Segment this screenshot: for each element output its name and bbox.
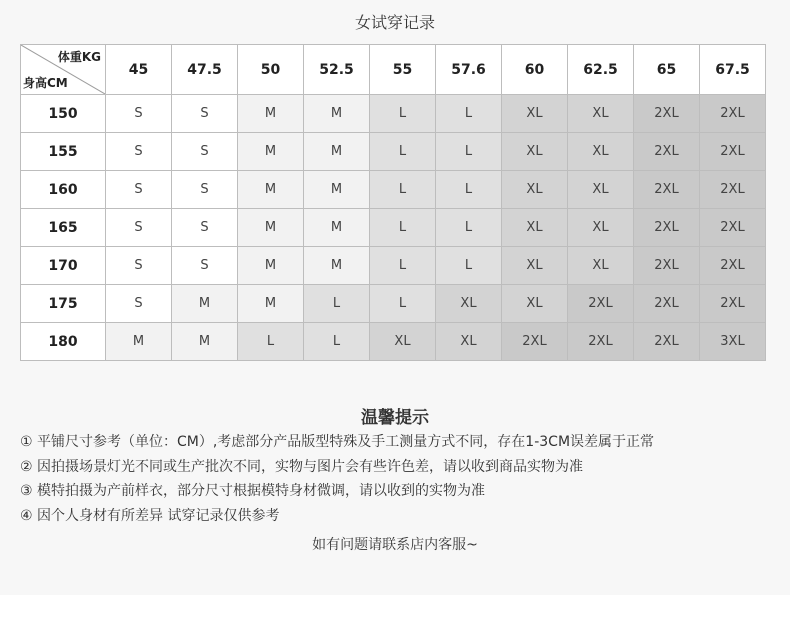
size-cell: S bbox=[172, 171, 238, 209]
size-cell: XL bbox=[568, 209, 634, 247]
size-cell: M bbox=[238, 95, 304, 133]
size-cell: 2XL bbox=[634, 323, 700, 361]
size-cell: S bbox=[172, 247, 238, 285]
size-cell: L bbox=[436, 209, 502, 247]
weight-header-cell: 52.5 bbox=[304, 45, 370, 95]
size-cell: S bbox=[106, 209, 172, 247]
tip-item: ④ 因个人身材有所差异 试穿记录仅供参考 bbox=[20, 507, 280, 524]
size-cell: L bbox=[370, 247, 436, 285]
table-row bbox=[21, 95, 766, 133]
height-cell: 180 bbox=[21, 323, 106, 361]
weight-header-cell: 60 bbox=[502, 45, 568, 95]
size-cell: 2XL bbox=[700, 285, 766, 323]
size-cell: M bbox=[172, 285, 238, 323]
size-cell: XL bbox=[568, 171, 634, 209]
table-row bbox=[21, 323, 766, 361]
table-row bbox=[21, 285, 766, 323]
table-row bbox=[21, 247, 766, 285]
size-cell: 2XL bbox=[634, 171, 700, 209]
size-cell: XL bbox=[568, 95, 634, 133]
size-cell: L bbox=[436, 95, 502, 133]
bottom-band bbox=[0, 595, 790, 644]
size-cell: 2XL bbox=[502, 323, 568, 361]
tip-item: ③ 模特拍摄为产前样衣，部分尺寸根据模特身材微调，请以收到的实物为准 bbox=[20, 483, 485, 499]
size-cell: XL bbox=[502, 209, 568, 247]
size-cell: 2XL bbox=[568, 285, 634, 323]
weight-header-cell: 57.6 bbox=[436, 45, 502, 95]
weight-header-cell: 67.5 bbox=[700, 45, 766, 95]
size-cell: XL bbox=[502, 285, 568, 323]
size-cell: S bbox=[172, 95, 238, 133]
size-cell: XL bbox=[502, 171, 568, 209]
size-chart-body bbox=[21, 95, 766, 361]
weight-header-cell: 62.5 bbox=[568, 45, 634, 95]
height-cell: 165 bbox=[21, 209, 106, 247]
weight-header-cell: 65 bbox=[634, 45, 700, 95]
size-cell: M bbox=[304, 95, 370, 133]
size-cell: XL bbox=[502, 247, 568, 285]
size-chart-table bbox=[20, 44, 766, 361]
height-cell: 160 bbox=[21, 171, 106, 209]
page-title: 女试穿记录 bbox=[354, 13, 435, 32]
size-cell: L bbox=[370, 209, 436, 247]
table-row bbox=[21, 209, 766, 247]
size-cell: L bbox=[436, 247, 502, 285]
size-cell: M bbox=[304, 209, 370, 247]
weight-header-row bbox=[21, 45, 766, 95]
height-cell: 155 bbox=[21, 133, 106, 171]
size-cell: 2XL bbox=[700, 133, 766, 171]
size-cell: S bbox=[106, 171, 172, 209]
size-cell: L bbox=[238, 323, 304, 361]
size-cell: 2XL bbox=[634, 133, 700, 171]
height-cell: 170 bbox=[21, 247, 106, 285]
tip-item: ① 平铺尺寸参考（单位：CM）,考虑部分产品版型特殊及手工测量方式不同，存在1-3CM误差属于正常 bbox=[20, 434, 655, 450]
size-cell: M bbox=[238, 209, 304, 247]
size-cell: L bbox=[370, 285, 436, 323]
tip-item: ② 因拍摄场景灯光不同或生产批次不同，实物与图片会有些许色差，请以收到商品实物为准 bbox=[20, 458, 583, 475]
size-cell: 2XL bbox=[634, 95, 700, 133]
size-cell: 2XL bbox=[700, 171, 766, 209]
size-cell: M bbox=[238, 285, 304, 323]
weight-header-cell: 50 bbox=[238, 45, 304, 95]
size-cell: S bbox=[106, 95, 172, 133]
height-axis-label: 身高CM bbox=[23, 76, 68, 90]
size-cell: XL bbox=[568, 133, 634, 171]
size-cell: 2XL bbox=[634, 285, 700, 323]
size-cell: XL bbox=[436, 285, 502, 323]
tips-title: 温馨提示 bbox=[361, 408, 429, 428]
size-cell: L bbox=[304, 285, 370, 323]
size-cell: XL bbox=[502, 95, 568, 133]
height-cell: 175 bbox=[21, 285, 106, 323]
size-cell: M bbox=[172, 323, 238, 361]
size-cell: XL bbox=[436, 323, 502, 361]
weight-header-cell: 45 bbox=[106, 45, 172, 95]
size-cell: 2XL bbox=[634, 247, 700, 285]
size-cell: 2XL bbox=[700, 247, 766, 285]
size-cell: 2XL bbox=[634, 209, 700, 247]
height-cell: 150 bbox=[21, 95, 106, 133]
size-cell: XL bbox=[370, 323, 436, 361]
tips-list bbox=[20, 430, 790, 528]
size-cell: M bbox=[106, 323, 172, 361]
size-cell: L bbox=[436, 133, 502, 171]
size-cell: L bbox=[370, 95, 436, 133]
size-cell: L bbox=[304, 323, 370, 361]
size-cell: M bbox=[238, 171, 304, 209]
size-cell: M bbox=[304, 247, 370, 285]
table-row bbox=[21, 133, 766, 171]
size-cell: S bbox=[106, 247, 172, 285]
size-cell: XL bbox=[502, 133, 568, 171]
size-cell: 2XL bbox=[568, 323, 634, 361]
size-cell: 2XL bbox=[700, 95, 766, 133]
size-cell: L bbox=[436, 171, 502, 209]
weight-header-cell: 55 bbox=[370, 45, 436, 95]
table-row bbox=[21, 171, 766, 209]
size-cell: M bbox=[238, 247, 304, 285]
size-cell: M bbox=[304, 133, 370, 171]
weight-axis-label: 体重KG bbox=[57, 50, 101, 64]
weight-header-cell: 47.5 bbox=[172, 45, 238, 95]
size-cell: 3XL bbox=[700, 323, 766, 361]
size-cell: L bbox=[370, 171, 436, 209]
size-cell: 2XL bbox=[700, 209, 766, 247]
size-cell: S bbox=[172, 209, 238, 247]
contact-note: 如有问题请联系店内客服~ bbox=[312, 537, 478, 553]
size-cell: S bbox=[106, 133, 172, 171]
size-cell: L bbox=[370, 133, 436, 171]
size-cell: S bbox=[172, 133, 238, 171]
size-cell: S bbox=[106, 285, 172, 323]
size-cell: XL bbox=[568, 247, 634, 285]
table-corner-cell bbox=[21, 45, 106, 95]
size-cell: M bbox=[304, 171, 370, 209]
size-cell: M bbox=[238, 133, 304, 171]
